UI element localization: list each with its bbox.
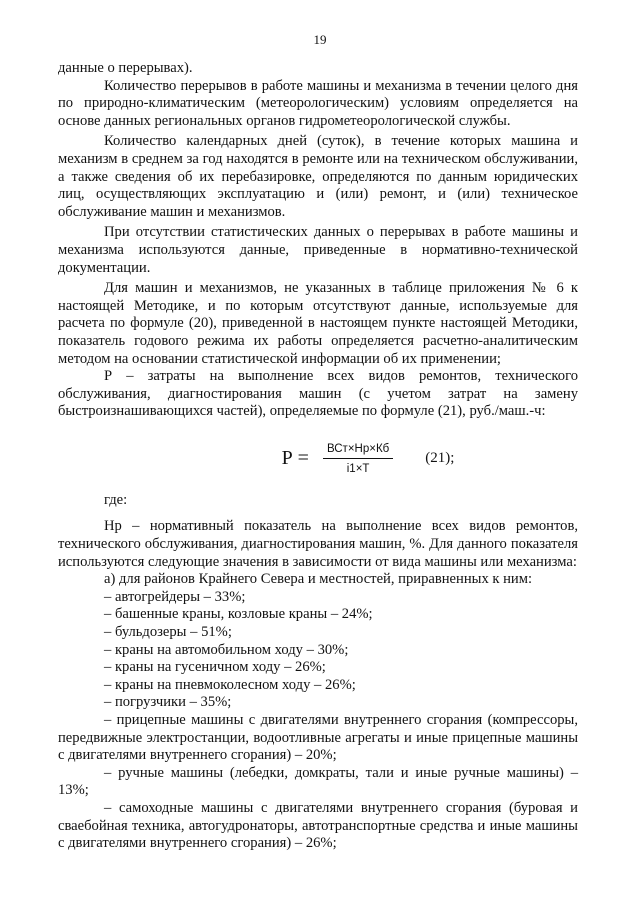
list-item: – прицепные машины с двигателями внутреннего сгорания (компрессоры, передвижные электростанции, водоотливные агрегаты и иные прицепные машины с двигателями внутреннего сгорания) – 20%; (58, 712, 578, 764)
list-heading: а) для районов Крайнего Севера и местностей, приравненных к ним: (104, 571, 533, 588)
list-item: – бульдозеры – 51%; (104, 624, 232, 641)
list-item: – погрузчики – 35%; (104, 694, 232, 711)
where-label: где: (104, 491, 128, 508)
paragraph-3: Количество календарных дней (суток), в течение которых машина и механизм в среднем за год находятся в ремонте или на техническом обслуживании, а также сведения об их перебазировке, определяются по данным юридических лиц, осуществляющих эксплуатацию и (или) ремонт, и (или) техническое обслуживание машин и механизмов. (58, 133, 578, 220)
list-item: – краны на автомобильном ходу – 30%; (104, 641, 349, 658)
formula-21 (58, 442, 578, 476)
document-body (58, 60, 578, 853)
formula-numerator: ВСт×Нр×Кб (323, 442, 393, 459)
list-item: – краны на гусеничном ходу – 26%; (104, 659, 326, 676)
paragraph-6: Р – затраты на выполнение всех видов ремонтов, технического обслуживания, диагностирования машин (с учетом затрат на замену быстроизнашивающихся частей), определяемые по формуле (21), руб./маш.-ч: (58, 368, 578, 420)
formula-denominator: i1×Т (346, 462, 370, 475)
norm-list (58, 571, 578, 853)
paragraph-4: При отсутствии статистических данных о перерывах в работе машины и механизма используются данные, приведенные в нормативно-технической документации. (58, 224, 578, 276)
list-item: – самоходные машины с двигателями внутреннего сгорания (буровая и сваебойная техника, автогудронаторы, автотранспортные средства и иные машины с двигателями внутреннего сгорания) – 26%; (58, 799, 578, 852)
list-item: – ручные машины (лебедки, домкраты, тали и иные ручные машины) – 13%; (58, 764, 578, 799)
paragraph-5: Для машин и механизмов, не указанных в таблице приложения № 6 к настоящей Методике, и по которым отсутствуют данные, используемые для расчета по формуле (20), приведенной в настоящем пункте настоящей Методики, показатель годового режима их работы определяется расчетно-аналитическим методом на основании статистической информации об их применении; (58, 280, 578, 367)
list-item: – башенные краны, козловые краны – 24%; (104, 606, 373, 623)
paragraph-1: данные о перерывах). (58, 60, 193, 76)
paragraph-7: Нр – нормативный показатель на выполнение всех видов ремонтов, технического обслуживания, диагностирования машин, %. Для данного показателя используются следующие значения в зависимости от вида машины или механизма: (58, 518, 578, 570)
list-item: – краны на пневмоколесном ходу – 26%; (104, 676, 356, 693)
paragraph-2: Количество перерывов в работе машины и механизма в течении целого дня по природно-климатическим (метеорологическим) условиям определяется на основе данных региональных органов гидрометеорологической службы. (58, 77, 578, 129)
list-item: – автогрейдеры – 33%; (104, 588, 246, 605)
page-number: 19 (313, 32, 327, 47)
formula-number: (21); (425, 450, 455, 467)
formula-lhs: Р = (281, 447, 309, 470)
formula-fraction (323, 442, 393, 476)
